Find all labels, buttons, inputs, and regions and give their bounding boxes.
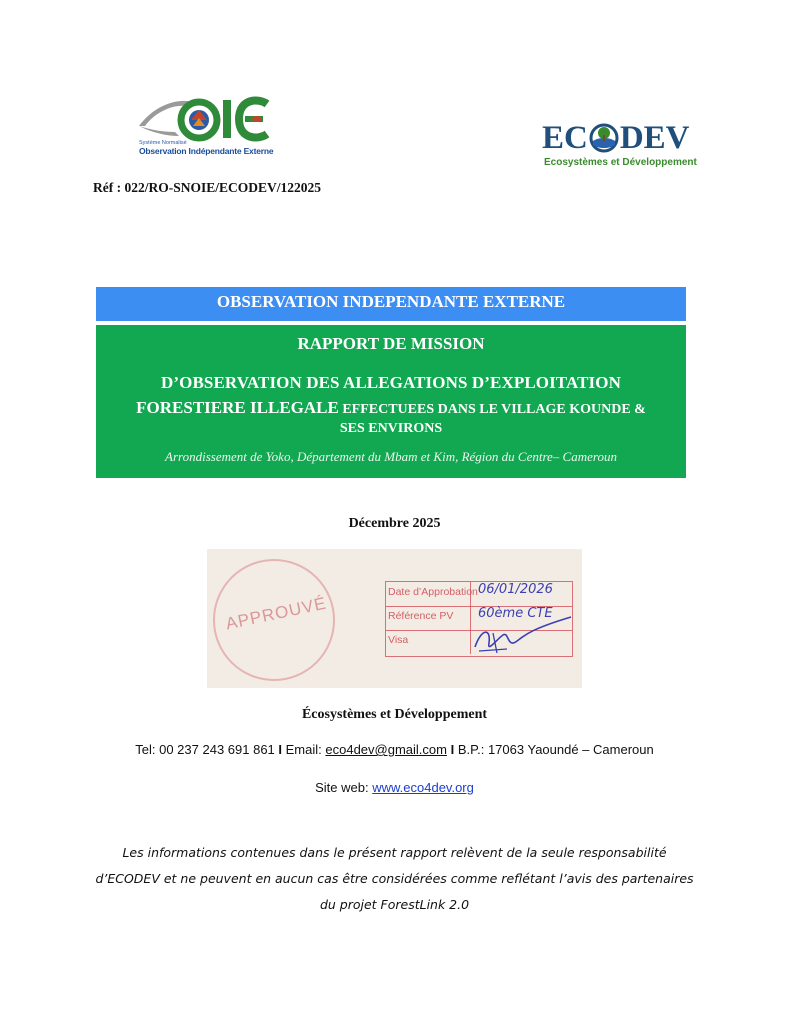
tel-label: Tel: bbox=[135, 742, 156, 757]
stamp-row-date bbox=[386, 582, 572, 607]
email-link[interactable]: eco4dev@gmail.com bbox=[325, 742, 447, 757]
disclaimer-line: du projet ForestLink 2.0 bbox=[319, 897, 470, 912]
title-line-2-small: EFFECTUEES DANS LE VILLAGE KOUNDE & bbox=[338, 402, 646, 417]
website-link[interactable]: www.eco4dev.org bbox=[372, 780, 474, 795]
approval-stamp bbox=[207, 549, 582, 688]
banner-header: OBSERVATION INDEPENDANTE EXTERNE bbox=[96, 287, 686, 321]
title-line-2-big: FORESTIERE ILLEGALE bbox=[136, 398, 339, 417]
stamp-divider bbox=[470, 582, 471, 606]
ecodev-tagline: Ecosystèmes et Développement bbox=[544, 157, 697, 168]
stamp-row-value: 06/01/2026 bbox=[478, 582, 553, 597]
location-subtitle: Arrondissement de Yoko, Département du Mbam et Kim, Région du Centre– Cameroun bbox=[165, 449, 617, 464]
stamp-row-label: Date d’Approbation bbox=[388, 586, 478, 598]
disclaimer bbox=[90, 840, 699, 918]
stamp-row-label: Visa bbox=[388, 634, 409, 646]
website-label: Site web: bbox=[315, 780, 369, 795]
report-date: Décembre 2025 bbox=[348, 516, 441, 531]
stamp-row-label: Référence PV bbox=[388, 610, 454, 622]
handwritten-signature bbox=[467, 609, 577, 659]
oie-logo bbox=[135, 92, 275, 164]
disclaimer-line: d’ECODEV et ne peuvent en aucun cas être considérées comme reflétant l’avis des partenaires bbox=[95, 871, 694, 886]
ecodev-logo bbox=[542, 120, 707, 176]
oie-subtitle: Observation Indépendante Externe bbox=[139, 146, 274, 156]
title-line-1: D’OBSERVATION DES ALLEGATIONS D’EXPLOITATION bbox=[161, 373, 621, 392]
stamp-row-value: 60ème CTE bbox=[478, 606, 553, 621]
title-line-2 bbox=[96, 398, 686, 418]
postal-box: B.P.: 17063 Yaoundé – Cameroun bbox=[457, 742, 654, 757]
mission-title: RAPPORT DE MISSION bbox=[297, 334, 485, 353]
approved-seal-text: APPROUVÉ bbox=[224, 593, 329, 634]
title-line-3: SES ENVIRONS bbox=[339, 421, 443, 436]
ecodev-wordmark bbox=[542, 120, 690, 156]
email-label: Email: bbox=[285, 742, 322, 757]
globe-tree-icon bbox=[589, 123, 619, 153]
organization-name: Écosystèmes et Développement bbox=[301, 707, 488, 722]
tel-number: 00 237 243 691 861 bbox=[159, 742, 275, 757]
banner-title-block bbox=[96, 325, 686, 478]
website-line bbox=[0, 780, 789, 795]
ecodev-name-prefix: EC bbox=[542, 119, 588, 156]
disclaimer-line: Les informations contenues dans le présent rapport relèvent de la seule responsabilité bbox=[122, 845, 667, 860]
contact-line: Tel: 00 237 243 691 861 I Email: eco4dev@gmail.com I B.P.: 17063 Yaoundé – Cameroun bbox=[135, 742, 654, 757]
reference-number: Réf : 022/RO-SNOIE/ECODEV/122025 bbox=[93, 180, 322, 195]
ecodev-name-suffix: DEV bbox=[619, 119, 690, 156]
oie-subtitle-small: Système Normalisé bbox=[139, 140, 187, 146]
